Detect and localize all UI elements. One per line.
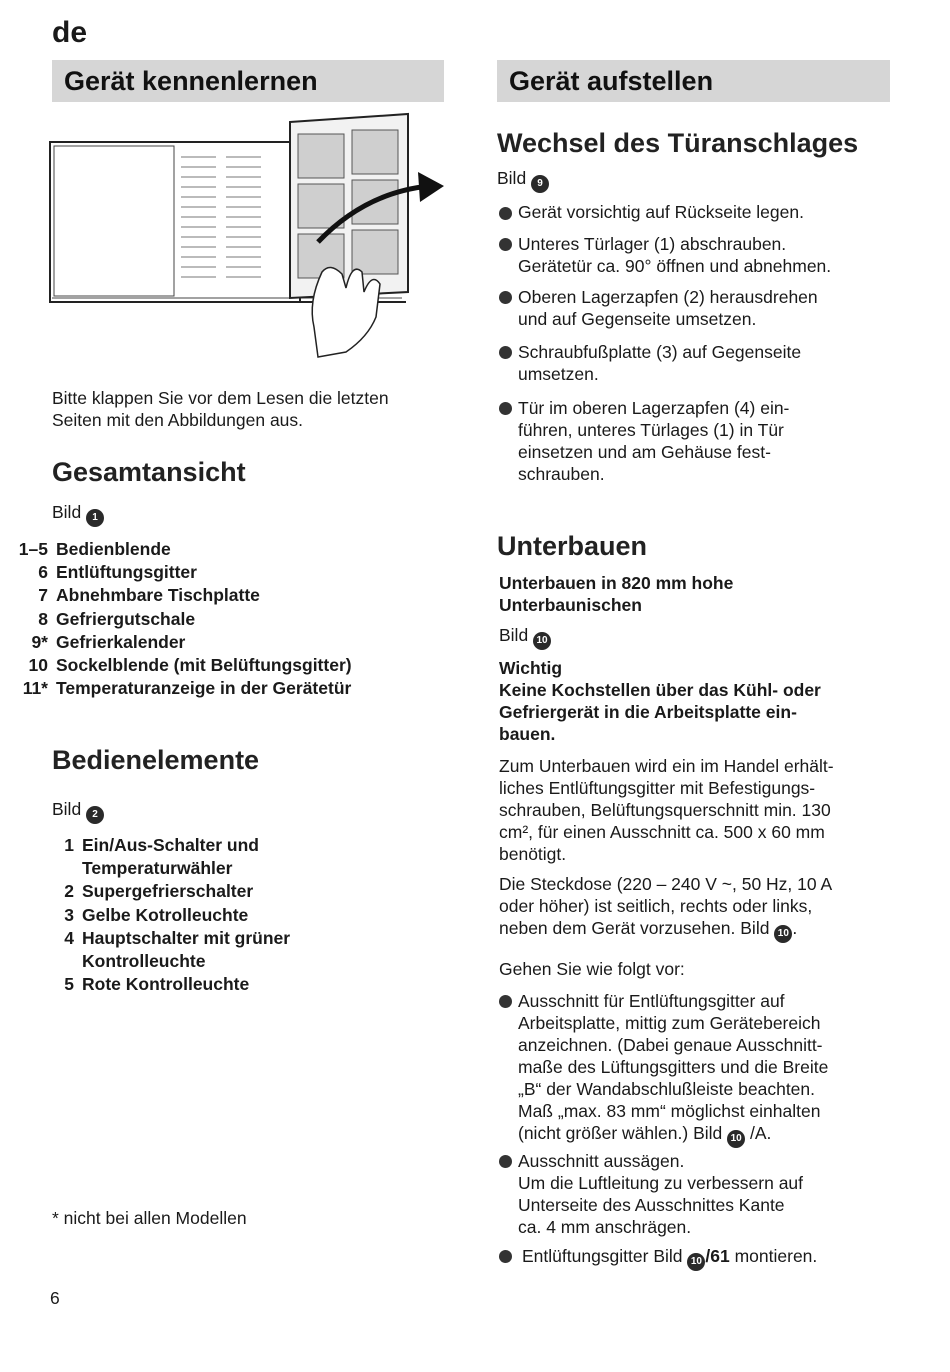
bullet-icon	[499, 291, 512, 304]
bild-label: Bild	[52, 502, 82, 522]
list-item: 3 Gelbe Kotrolleuchte	[64, 904, 249, 925]
bedienelemente-list	[42, 834, 290, 996]
bullet-text: Gerät vorsichtig auf Rückseite legen.	[518, 202, 804, 222]
bullet-icon	[499, 346, 512, 359]
bild-label: Bild	[52, 799, 82, 819]
bullet-text: Oberen Lagerzapfen (2) herausdrehen und auf Gegenseite umsetzen.	[518, 287, 818, 329]
gesamtansicht-list	[12, 538, 352, 700]
list-item: 7 Abnehmbare Tischplatte	[38, 585, 260, 606]
bullet-icon	[499, 238, 512, 251]
bullet-icon	[499, 1155, 512, 1168]
figure-reference	[52, 501, 104, 527]
intro-text	[52, 387, 389, 431]
figure-number-badge: 9	[531, 175, 549, 193]
list-item: 2 Supergefrierschalter	[64, 881, 254, 902]
heading-wechsel-tueranschlag: Wechsel des Türanschlages	[497, 128, 859, 158]
manual-foldout-illustration	[46, 112, 446, 362]
list-item: 8 Gefriergutschale	[38, 608, 196, 629]
list-item: 6 Entlüftungsgitter	[38, 562, 197, 583]
heading-unterbauen: Unterbauen	[497, 531, 648, 561]
figure-reference	[499, 624, 551, 650]
bullet-icon	[499, 995, 512, 1008]
figure-reference	[497, 167, 549, 193]
paragraph: Die Steckdose (220 – 240 V ~, 50 Hz, 10 A oder höher) ist seitlich, rechts oder links, neben dem Gerät vorzusehen. Bild 10 .	[499, 873, 832, 943]
bullet-icon	[499, 1250, 512, 1263]
section-band-geraet-kennenlernen: Gerät kennenlernen	[52, 60, 444, 102]
list-item: 1 Ein/Aus-Schalter und	[64, 835, 259, 855]
list-item: 4 Hauptschalter mit grüner	[64, 927, 291, 948]
footnote: * nicht bei allen Modellen	[52, 1208, 247, 1228]
heading-bedienelemente: Bedienelemente	[52, 745, 260, 775]
bullet-text: Entlüftungsgitter Bild 10 /61 montieren.	[522, 1245, 817, 1271]
list-item: Temperaturwähler	[82, 858, 233, 879]
paragraph: Zum Unterbauen wird ein im Handel erhält- liches Entlüftungsgitter mit Befestigungs- schrauben, Belüftungsquerschnitt min. 130 cm², für einen Ausschnitt ca. 500 x 60 mm benötigt.	[499, 756, 834, 864]
list-item: 10 Sockelblende (mit Belüftungsgitter)	[28, 655, 352, 676]
bullet-icon	[499, 207, 512, 220]
figure-number-badge: 10	[774, 925, 792, 943]
paragraph: Gehen Sie wie folgt vor:	[499, 959, 685, 979]
warning-text: Keine Kochstellen über das Kühl- oder Gefriergerät in die Arbeitsplatte ein- bauen.	[499, 680, 821, 744]
figure-number-badge: 10	[727, 1130, 745, 1148]
list-item: 11* Temperaturanzeige in der Gerätetür	[22, 678, 352, 699]
heading-gesamtansicht: Gesamtansicht	[52, 457, 246, 487]
language-code: de	[52, 16, 88, 49]
bullet-text: Ausschnitt aussägen. Um die Luftleitung zu verbessern auf Unterseite des Ausschnittes Kante ca. 4 mm anschrägen.	[518, 1151, 804, 1237]
list-item: 1–5 Bedienblende	[18, 539, 171, 559]
bullet-text: Ausschnitt für Entlüftungsgitter auf Arbeitsplatte, mittig zum Gerätebereich anzeichnen. (Dabei genaue Ausschnitt- maße des Lüftungsgitters und die Breite „B“ der Wandabschlußleiste beachten. Maß „max. 83 mm“ möglichst einhalten (nicht größer wählen.) Bild 10 /A.	[518, 990, 828, 1148]
bullet-text: Unteres Türlager (1) abschrauben. Gerätetür ca. 90° öffnen und abnehmen.	[518, 234, 832, 276]
figure-number-badge: 2	[86, 806, 104, 824]
list-item: Kontrolleuchte	[82, 951, 206, 972]
wichtig-label: Wichtig	[499, 658, 563, 678]
figure-number-badge: 10	[687, 1253, 705, 1271]
section-band-geraet-aufstellen: Gerät aufstellen	[497, 60, 890, 102]
bild-label: Bild	[499, 625, 529, 645]
bullet-icon	[499, 402, 512, 415]
bullet-text: Tür im oberen Lagerzapfen (4) ein- führen, unteres Türlages (1) in Tür einsetzen und am Gehäuse fest- schrauben.	[518, 398, 790, 484]
intro-line: Seiten mit den Abbildungen aus.	[52, 410, 304, 430]
figure-number-badge: 1	[86, 509, 104, 527]
figure-reference	[52, 798, 104, 824]
unterbauen-subheading: Unterbauen in 820 mm hohe Unterbaunischen	[499, 573, 734, 615]
page-number: 6	[50, 1288, 60, 1308]
intro-line: Bitte klappen Sie vor dem Lesen die letzten	[52, 388, 389, 408]
list-item: 5 Rote Kontrolleuchte	[64, 974, 250, 995]
bullet-text: Schraubfußplatte (3) auf Gegenseite umsetzen.	[518, 342, 802, 384]
figure-number-badge: 10	[533, 632, 551, 650]
list-item: 9* Gefrierkalender	[31, 631, 186, 652]
bild-label: Bild	[497, 168, 527, 188]
